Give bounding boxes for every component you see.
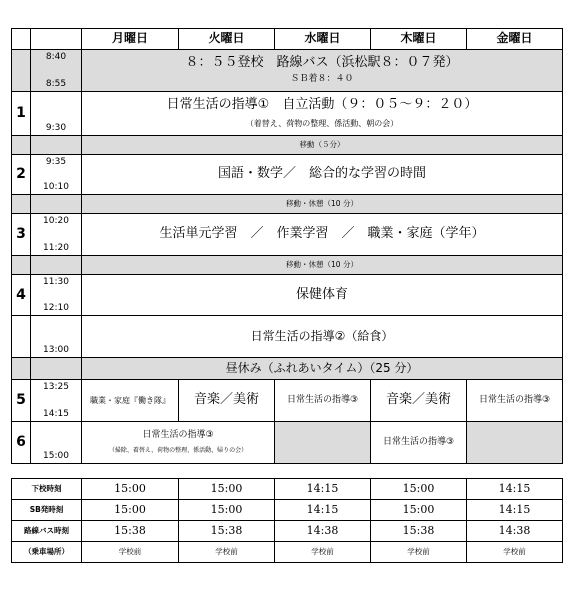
period-6-row (12, 422, 563, 464)
class-cell: 日常生活の指導③ (371, 422, 467, 464)
dismissal-row (12, 479, 563, 500)
period-3-row (12, 214, 563, 256)
period-1-content (82, 92, 563, 136)
start-time: 10:20 (43, 216, 69, 226)
end-time: 9:30 (45, 122, 67, 133)
start-time: 11:30 (43, 277, 69, 287)
class-cell (82, 422, 275, 464)
period-number: 2 (12, 155, 31, 195)
lunch-title: 日常生活の指導②（給食） (82, 316, 563, 358)
day-header: 月曜日 (82, 29, 179, 50)
morning-row (12, 50, 563, 92)
row-label: 路線バス時刻 (12, 521, 82, 542)
period-note: （着替え、荷物の整理、係活動、朝の会） (245, 119, 399, 129)
end-time: 13:00 (43, 344, 69, 355)
dismissal-table (11, 478, 563, 563)
recess-label: 昼休み（ふれあいタイム）（25 分） (82, 358, 563, 380)
row-value: 15:38 (82, 521, 179, 542)
row-value: 学校前 (179, 542, 275, 563)
row-value: 14:38 (275, 521, 371, 542)
row-value: 15:00 (179, 500, 275, 521)
empty-cell (467, 422, 563, 464)
day-header: 火曜日 (179, 29, 275, 50)
day-header: 水曜日 (275, 29, 371, 50)
end-time: 8:55 (45, 78, 67, 89)
end-time: 11:20 (43, 242, 69, 253)
corner-cell (12, 29, 31, 50)
row-value: 15:00 (82, 479, 179, 500)
end-time: 14:15 (43, 408, 69, 419)
period-number: 6 (12, 422, 31, 464)
start-time: 9:35 (45, 157, 67, 167)
period-4-row (12, 275, 563, 316)
lunch-row (12, 316, 563, 358)
period-number (12, 316, 31, 358)
break-label: 移動（５分） (82, 136, 563, 155)
time-cell (31, 316, 82, 358)
class-cell: 音楽／美術 (179, 380, 275, 422)
day-header: 金曜日 (467, 29, 563, 50)
period-number (12, 50, 31, 92)
day-header: 木曜日 (371, 29, 467, 50)
period-number: 5 (12, 380, 31, 422)
period-title: 日常生活の指導① 自立活動（９：０５〜９：２０） (166, 97, 478, 113)
period-1-row (12, 92, 563, 136)
row-label: SB発時刻 (12, 500, 82, 521)
row-value: 14:15 (275, 500, 371, 521)
arrival-info (82, 50, 563, 92)
row-value: 14:15 (275, 479, 371, 500)
start-time: 8:40 (45, 52, 67, 62)
period-title: 国語・数学／ 総合的な学習の時間 (82, 155, 563, 195)
row-value: 学校前 (371, 542, 467, 563)
sb-arrival: ＳＢ着８：４０ (290, 74, 354, 85)
period-number: 4 (12, 275, 31, 316)
time-cell (31, 50, 82, 92)
row-label: 下校時刻 (12, 479, 82, 500)
row-value: 15:00 (371, 479, 467, 500)
recess-row (12, 358, 563, 380)
break-row (12, 195, 563, 214)
period-number: 3 (12, 214, 31, 256)
timetable (11, 28, 563, 464)
time-cell (31, 214, 82, 256)
dismissal-row (12, 500, 563, 521)
row-value: 15:38 (179, 521, 275, 542)
class-cell: 日常生活の指導③ (467, 380, 563, 422)
row-value: 15:00 (371, 500, 467, 521)
class-cell: 職業・家庭『働き隊』 (82, 380, 179, 422)
time-cell (31, 422, 82, 464)
row-value: 15:00 (82, 500, 179, 521)
row-value: 15:38 (371, 521, 467, 542)
start-time: 13:25 (43, 382, 69, 392)
end-time: 15:00 (43, 450, 69, 461)
break-label: 移動・休憩（10 分） (82, 256, 563, 275)
class-cell: 日常生活の指導③ (275, 380, 371, 422)
row-value: 14:15 (467, 479, 563, 500)
period-title: 保健体育 (82, 275, 563, 316)
arrival-line: ８：５５登校 路線バス（浜松駅８：０７発） (185, 55, 459, 71)
break-row (12, 136, 563, 155)
class-note: （掃除、着替え、荷物の整理、係活動、帰りの会） (108, 446, 248, 454)
header-row (12, 29, 563, 50)
period-number: 1 (12, 92, 31, 136)
dismissal-row (12, 521, 563, 542)
end-time: 10:10 (43, 181, 69, 192)
break-label: 移動・休憩（10 分） (82, 195, 563, 214)
break-row (12, 256, 563, 275)
row-value: 14:38 (467, 521, 563, 542)
period-title: 生活単元学習 ／ 作業学習 ／ 職業・家庭（学年） (82, 214, 563, 256)
period-2-row (12, 155, 563, 195)
class-title: 日常生活の指導③ (142, 430, 214, 441)
row-value: 15:00 (179, 479, 275, 500)
empty-cell (275, 422, 371, 464)
time-cell (31, 92, 82, 136)
corner-cell (31, 29, 82, 50)
row-value: 学校前 (82, 542, 179, 563)
row-label: （乗車場所） (12, 542, 82, 563)
time-cell (31, 275, 82, 316)
period-5-row (12, 380, 563, 422)
dismissal-row (12, 542, 563, 563)
time-cell (31, 380, 82, 422)
class-cell: 音楽／美術 (371, 380, 467, 422)
row-value: 14:15 (467, 500, 563, 521)
end-time: 12:10 (43, 302, 69, 313)
time-cell (31, 155, 82, 195)
row-value: 学校前 (275, 542, 371, 563)
row-value: 学校前 (467, 542, 563, 563)
